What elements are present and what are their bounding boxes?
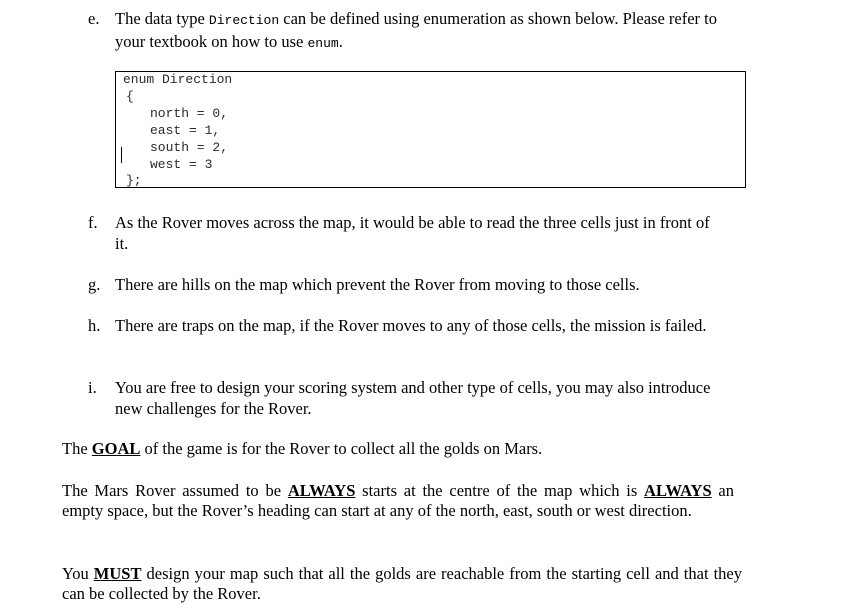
text-segment: . [338,32,343,51]
text-cursor [121,147,122,163]
inline-code-enum: enum [307,36,339,51]
list-label: g. [88,275,101,294]
start-paragraph [62,481,734,521]
text-segment: starts at the centre of the map which is [355,481,645,500]
text-segment: The data type [115,9,209,28]
list-label: e. [88,9,100,28]
inline-code-direction: Direction [208,13,280,28]
text-segment: can be defined using enumeration as shown below. Please refer to your textbook on how to use [115,9,718,51]
text-segment: an empty space, but the Rover’s heading can start at any of the north, east, south or west direction. [62,481,734,520]
code-line: east = 1, [150,123,221,138]
always-emphasis: ALWAYS [644,481,712,500]
goal-paragraph [62,439,742,459]
list-text: There are hills on the map which prevent the Rover from moving to those cells. [115,275,640,294]
code-line: south = 2, [150,140,229,155]
text-segment: You [62,564,94,583]
code-line: north = 0, [150,106,229,121]
text-segment: The Mars Rover assumed to be [62,481,288,500]
list-label: i. [88,378,97,397]
list-text [115,8,727,54]
code-line: enum Direction [123,72,233,87]
code-line: { [126,89,134,104]
always-emphasis: ALWAYS [287,481,356,500]
list-label: h. [88,316,101,335]
text-segment: The [62,439,92,458]
list-text: There are traps on the map, if the Rover moves to any of those cells, the mission is failed. [115,316,707,335]
text-segment: of the game is for the Rover to collect all the golds on Mars. [140,439,543,458]
list-label: f. [88,213,98,232]
code-block [115,71,746,188]
text-segment: design your map such that all the golds are reachable from the starting cell and that they can be collected by the Rover. [62,564,742,603]
code-line: }; [126,173,142,188]
list-text: You are free to design your scoring system and other type of cells, you may also introduce new challenges for the Rover. [115,378,711,418]
goal-emphasis: GOAL [91,439,141,458]
code-line: west = 3 [150,157,213,172]
must-paragraph [62,564,742,604]
must-emphasis: MUST [93,564,142,583]
list-text: As the Rover moves across the map, it would be able to read the three cells just in front of it. [115,213,710,253]
